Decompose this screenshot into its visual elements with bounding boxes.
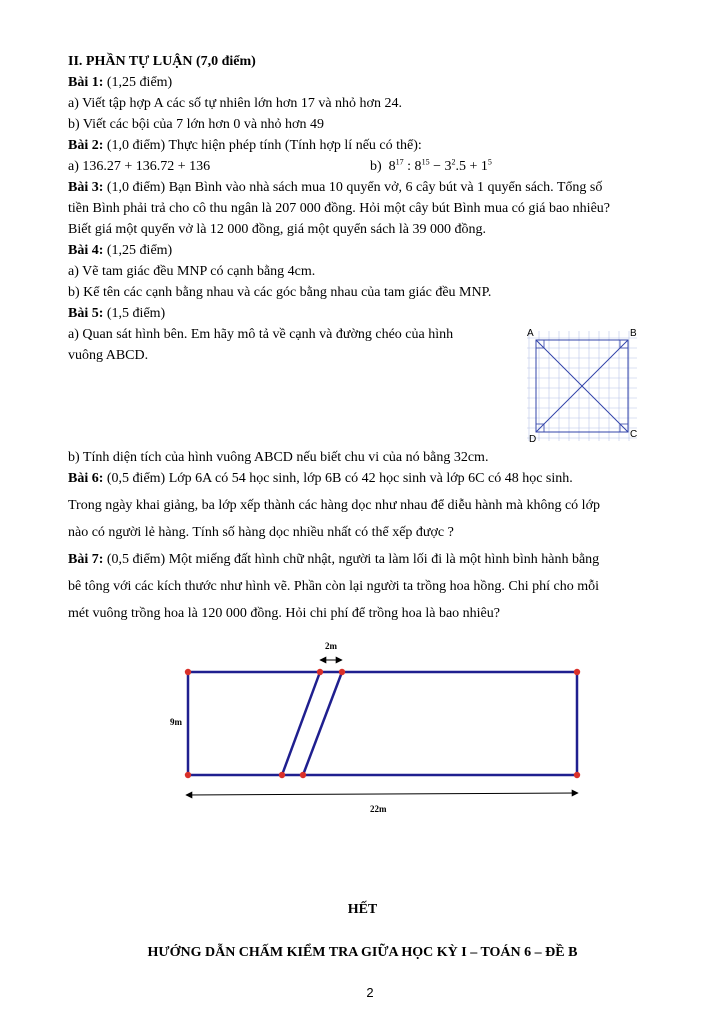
vertex-label-a: A (527, 328, 534, 339)
bai4-header (68, 242, 172, 260)
page-number: 2 (366, 985, 374, 1000)
bai2-b-op2: − 3 (429, 159, 452, 174)
bai7-line3: mét vuông trồng hoa là 120 000 đồng. Hỏi chi phí để trồng hoa là bao nhiêu? (68, 606, 500, 621)
bai2-b-exp3: 2 (451, 157, 456, 167)
bai6-line1 (68, 470, 573, 488)
vertex-label-c: C (630, 429, 638, 440)
bai7-label: Bài 7: (68, 552, 104, 567)
land-figure (160, 630, 600, 820)
bai6-line2: Trong ngày khai giảng, ba lớp xếp thành các hàng dọc như nhau để diễu hành mà không có lớp (68, 498, 600, 513)
bai2-b-prefix: b) (370, 159, 382, 174)
bai5-a2: vuông ABCD. (68, 348, 149, 363)
bai3-text: (1,0 điểm) Bạn Bình vào nhà sách mua 10 quyển vở, 6 cây bút và 1 quyển sách. Tổng số (106, 180, 603, 195)
length-arrow (186, 793, 578, 795)
bai1-header (68, 74, 172, 92)
bai5-header (68, 305, 165, 323)
vertex-label-d: D (529, 434, 537, 445)
bai4-points: (1,25 điểm) (106, 243, 173, 258)
bai5-label: Bài 5: (68, 306, 104, 321)
bai7-line1 (68, 551, 599, 569)
square-abcd-figure (522, 326, 642, 446)
bai6-text: (0,5 điểm) Lớp 6A có 54 học sinh, lớp 6B có 42 học sinh và lớp 6C có 48 học sinh. (106, 471, 573, 486)
bai1-a: a) Viết tập hợp A các số tự nhiên lớn hơn 17 và nhỏ hơn 24. (68, 96, 402, 111)
answer-key-heading: HƯỚNG DẪN CHẤM KIỂM TRA GIỮA HỌC KỲ I – TOÁN 6 – ĐỀ B (147, 945, 578, 960)
bai3-line1 (68, 179, 602, 197)
vertex-label-b: B (630, 328, 637, 339)
bai2-b-exp1: 17 (395, 157, 404, 167)
bai6-label: Bài 6: (68, 471, 104, 486)
bai2-label: Bài 2: (68, 138, 104, 153)
rectangle-land (188, 672, 577, 775)
bai2-text: (1,0 điểm) Thực hiện phép tính (Tính hợp lí nếu có thể): (106, 138, 422, 153)
bai5-a1: a) Quan sát hình bên. Em hãy mô tả về cạnh và đường chéo của hình (68, 327, 454, 342)
bai7-line2: bê tông với các kích thước như hình vẽ. Phần còn lại người ta trồng hoa hồng. Chi phí cho mỗi (68, 579, 599, 594)
bai3-line2: tiền Bình phải trả cho cô thu ngân là 207 000 đồng. Hỏi một cây bút Bình mua có giá bao nhiêu? (68, 201, 611, 216)
bai4-label: Bài 4: (68, 243, 104, 258)
bai5-b: b) Tính diện tích của hình vuông ABCD nếu biết chu vi của nó bằng 32cm. (68, 450, 489, 465)
bai2-b-op1: : 8 (403, 159, 422, 174)
corner-points (185, 669, 580, 778)
bai2-b-op3: .5 + 1 (455, 159, 488, 174)
bai2-b-exp4: 5 (487, 157, 492, 167)
bai2-a: a) 136.27 + 136.72 + 136 (68, 159, 211, 174)
end-marker: HẾT (347, 902, 378, 917)
bai4-a: a) Vẽ tam giác đều MNP có cạnh bằng 4cm. (68, 264, 316, 279)
path-right-edge (303, 672, 342, 775)
height-label: 9m (170, 717, 182, 727)
path-left-edge (282, 672, 320, 775)
bai3-line3: Biết giá một quyển vở là 12 000 đồng, giá một quyển sách là 39 000 đồng. (68, 222, 487, 237)
bai2-header (68, 137, 422, 155)
bai1-b: b) Viết các bội của 7 lớn hơn 0 và nhỏ hơn 49 (68, 117, 324, 132)
length-label: 22m (370, 804, 387, 814)
bai2-b-base1: 8 (388, 159, 396, 174)
bai2-b (370, 158, 492, 176)
bai4-b: b) Kể tên các cạnh bằng nhau và các góc bằng nhau của tam giác đều MNP. (68, 285, 492, 300)
bai7-text: (0,5 điểm) Một miếng đất hình chữ nhật, người ta làm lối đi là một hình bình hành bằng (106, 552, 600, 567)
bai3-label: Bài 3: (68, 180, 104, 195)
bai1-label: Bài 1: (68, 75, 104, 90)
section-title: II. PHẦN TỰ LUẬN (7,0 điểm) (68, 54, 256, 69)
bai6-line3: nào có người lẻ hàng. Tính số hàng dọc nhiều nhất có thể xếp được ? (68, 525, 454, 540)
bai5-points: (1,5 điểm) (106, 306, 166, 321)
bai2-b-exp2: 15 (421, 157, 430, 167)
width-label: 2m (325, 641, 337, 651)
bai1-points: (1,25 điểm) (106, 75, 173, 90)
